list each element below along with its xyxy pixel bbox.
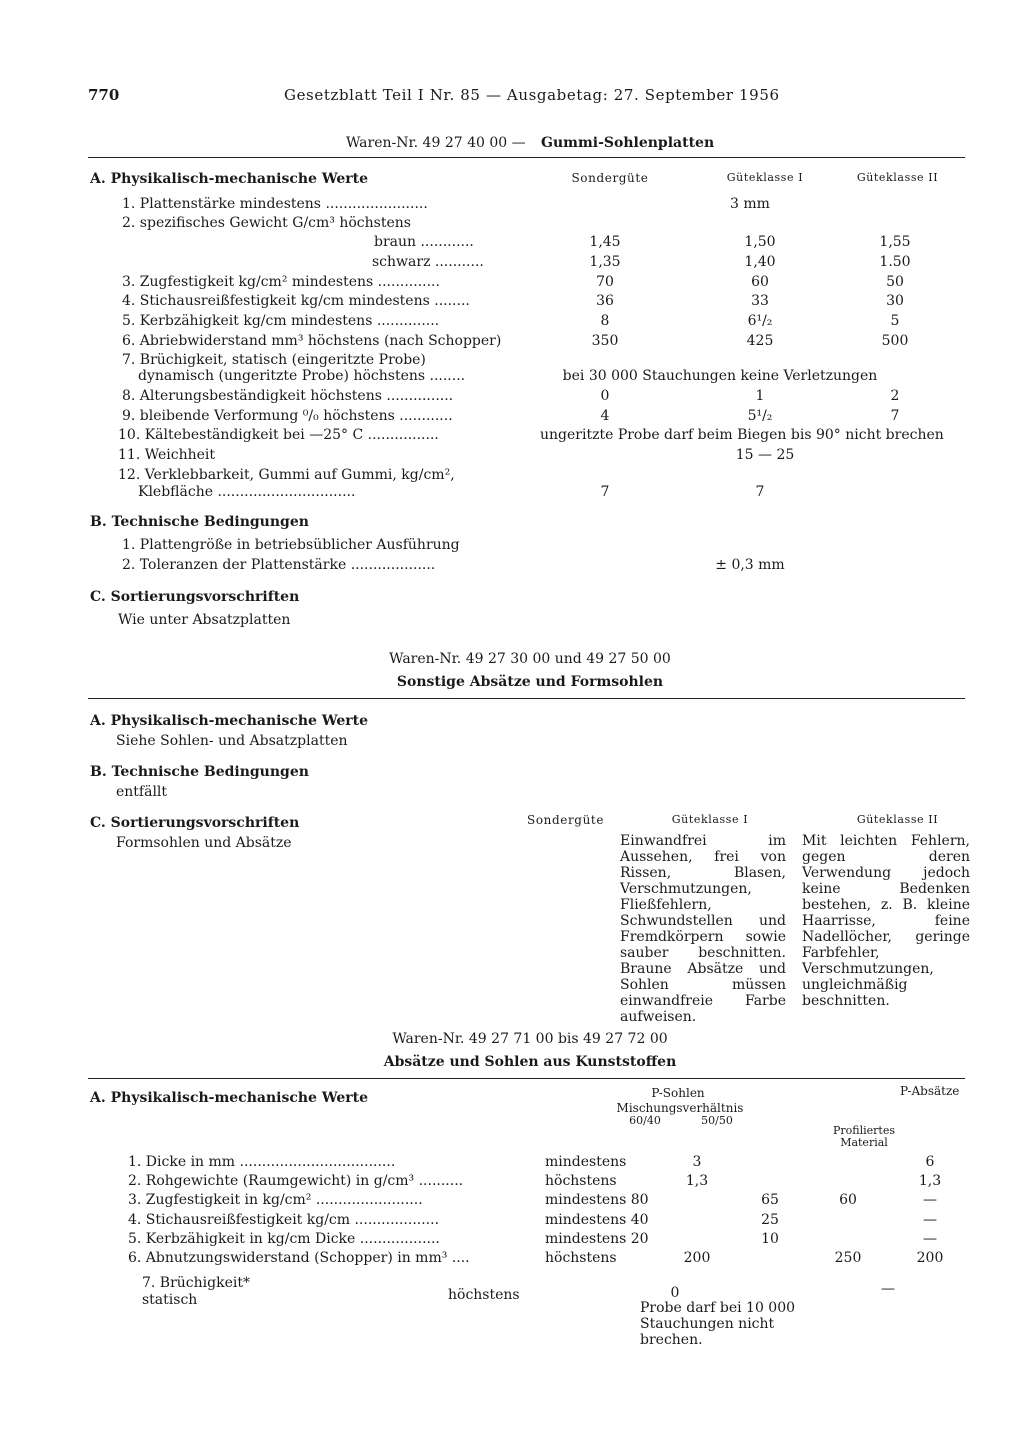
table-row-label: 2. Rohgewichte (Raumgewicht) in g/cm³ .......... xyxy=(128,1173,464,1189)
section3-ratio-5050: 50/50 xyxy=(701,1114,733,1127)
table-row-label: 9. bleibende Verformung ⁰/₀ höchstens ............ xyxy=(122,408,453,424)
table-row-label: 1. Plattenstärke mindestens ....................... xyxy=(122,196,428,212)
section2-b-text: entfällt xyxy=(116,784,168,800)
table-cell: 7 xyxy=(890,408,900,424)
col-header-gk2: Güteklasse II xyxy=(856,171,939,184)
table-cell: 5 xyxy=(890,313,900,329)
table-cell: 60 xyxy=(839,1192,857,1208)
section1-waren-nr: Waren-Nr. 49 27 40 00 — xyxy=(346,135,526,151)
table-row-label: 6. Abnutzungswiderstand (Schopper) in mm³ .... xyxy=(128,1250,470,1266)
table-row-label: 11. Weichheit xyxy=(118,447,215,463)
section3-ratio-6040: 60/40 xyxy=(629,1114,661,1127)
table-cell: 60 xyxy=(751,274,769,290)
table-cell: 6 xyxy=(925,1154,935,1170)
section3-profiliertes: Profiliertes xyxy=(833,1124,895,1137)
section3-row7-value: 0 xyxy=(670,1285,680,1301)
table-cell: 1,3 xyxy=(918,1173,942,1189)
table-cell: 1.50 xyxy=(879,254,911,270)
col-header-sondergute: Sondergüte xyxy=(571,171,649,185)
table-row-qualifier: mindestens 40 xyxy=(545,1212,649,1228)
table-cell: 0 xyxy=(600,388,610,404)
table-row-merged-value: bei 30 000 Stauchungen keine Verletzungen xyxy=(562,368,878,384)
section3-title: Absätze und Sohlen aus Kunststoffen xyxy=(383,1054,677,1070)
table-row-label: 4. Stichausreißfestigkeit kg/cm ................... xyxy=(128,1212,440,1228)
section3-row7-label: 7. Brüchigkeit* xyxy=(142,1275,250,1291)
table-cell: 7 xyxy=(600,484,610,500)
section1-a-heading: A. Physikalisch-mechanische Werte xyxy=(90,171,369,187)
section1-b-item: 2. Toleranzen der Plattenstärke ................... xyxy=(122,557,436,573)
section1-b-item: 1. Plattengröße in betriebsüblicher Ausführung xyxy=(122,537,460,553)
table-cell: 1 xyxy=(755,388,765,404)
table-row-qualifier: mindestens xyxy=(545,1154,627,1170)
table-row-label: 12. Verklebbarkeit, Gummi auf Gummi, kg/cm², xyxy=(118,467,455,483)
table-cell: 1,35 xyxy=(589,254,621,270)
section2-a-text: Siehe Sohlen- und Absatzplatten xyxy=(116,733,348,749)
table-row-merged-value: 3 mm xyxy=(730,196,770,212)
table-cell: 30 xyxy=(886,293,904,309)
section2-col-sondergute: Sondergüte xyxy=(527,813,605,827)
section3-row7-qualifier: höchstens xyxy=(448,1287,520,1303)
section2-gk2-text: Mit leichten Fehlern, gegen deren Verwendung jedoch keine Bedenken bestehen, z. B. kleine Haarrisse, feine Nadellöcher, geringe Farbfehler, Verschmutzungen, ungleichmäßig beschnitten. xyxy=(802,833,970,1009)
section3-waren-nr: Waren-Nr. 49 27 71 00 bis 49 27 72 00 xyxy=(392,1031,668,1047)
section1-c-text: Wie unter Absatzplatten xyxy=(118,612,291,628)
table-cell: 200 xyxy=(683,1250,711,1266)
table-row-label: Klebfläche ............................... xyxy=(138,484,356,500)
table-row-label: 1. Dicke in mm ................................... xyxy=(128,1154,396,1170)
section3-material: Material xyxy=(840,1136,888,1149)
table-cell: 500 xyxy=(881,333,909,349)
table-cell: 4 xyxy=(600,408,610,424)
table-cell: — xyxy=(923,1231,937,1247)
table-row-qualifier: mindestens 20 xyxy=(545,1231,649,1247)
table-cell: 8 xyxy=(600,313,610,329)
table-cell: 33 xyxy=(751,293,769,309)
page-number: 770 xyxy=(88,86,120,104)
table-cell: 65 xyxy=(761,1192,779,1208)
table-row-label: schwarz ........... xyxy=(372,254,484,270)
section2-title: Sonstige Absätze und Formsohlen xyxy=(396,674,664,690)
table-cell: — xyxy=(923,1192,937,1208)
table-cell: 1,50 xyxy=(744,234,776,250)
table-row-label: dynamisch (ungeritzte Probe) höchstens ........ xyxy=(138,368,466,384)
table-row-qualifier: mindestens 80 xyxy=(545,1192,649,1208)
table-row-qualifier: höchstens xyxy=(545,1173,617,1189)
section3-row7-absaetze: — xyxy=(881,1281,895,1297)
table-row-merged-value: ungeritzte Probe darf beim Biegen bis 90° nicht brechen xyxy=(540,427,944,443)
table-row-label: 4. Stichausreißfestigkeit kg/cm mindestens ........ xyxy=(122,293,470,309)
table-row-label: 3. Zugfestigkeit kg/cm² mindestens .............. xyxy=(122,274,440,290)
section2-gk1-text: Einwandfrei im Aussehen, frei von Rissen, Blasen, Verschmutzungen, Fließfehlern, Schwundstellen und Fremdkörpern sowie sauber beschnitten. Braune Absätze und Sohlen müssen einwandfreie Farbe aufweisen. xyxy=(620,833,786,1025)
table-cell: 1,3 xyxy=(685,1173,709,1189)
section2-c-heading: C. Sortierungsvorschriften xyxy=(90,815,300,831)
table-row-label: 2. spezifisches Gewicht G/cm³ höchstens xyxy=(122,215,411,231)
col-header-gk1: Güteklasse I xyxy=(726,171,804,184)
table-cell: 250 xyxy=(834,1250,862,1266)
table-cell: 1,55 xyxy=(879,234,911,250)
table-cell: 425 xyxy=(746,333,774,349)
section2-col-gk2: Güteklasse II xyxy=(856,813,939,826)
table-row-label: 5. Kerbzähigkeit in kg/cm Dicke .................. xyxy=(128,1231,440,1247)
table-cell: 50 xyxy=(886,274,904,290)
table-row-label: braun ............ xyxy=(374,234,474,250)
section1-b-value: ± 0,3 mm xyxy=(715,557,785,573)
table-row-label: 10. Kältebeständigkeit bei —25° C ................ xyxy=(118,427,439,443)
running-title: Gesetzblatt Teil I Nr. 85 — Ausgabetag: 27. September 1956 xyxy=(284,86,780,104)
table-cell: 5¹/₂ xyxy=(747,408,773,424)
table-row-qualifier: höchstens xyxy=(545,1250,617,1266)
table-row-label: 8. Alterungsbeständigkeit höchstens ............... xyxy=(122,388,454,404)
section2-a-heading: A. Physikalisch-mechanische Werte xyxy=(90,713,369,729)
table-cell: 200 xyxy=(916,1250,944,1266)
table-cell: 3 xyxy=(692,1154,702,1170)
table-row-merged-value: 15 — 25 xyxy=(735,447,795,463)
section2-waren-nr: Waren-Nr. 49 27 30 00 und 49 27 50 00 xyxy=(389,651,671,667)
table-cell: 1,40 xyxy=(744,254,776,270)
table-cell: 6¹/₂ xyxy=(747,313,773,329)
table-cell: 2 xyxy=(890,388,900,404)
section3-row7-note: Probe darf bei 10 000 Stauchungen nicht brechen. xyxy=(640,1300,796,1348)
section3-p-sohlen: P-Sohlen xyxy=(651,1086,705,1100)
table-cell: 10 xyxy=(761,1231,779,1247)
section3-row7-sublabel: statisch xyxy=(142,1292,198,1308)
table-cell: 70 xyxy=(596,274,614,290)
table-row-label: 3. Zugfestigkeit in kg/cm² ........................ xyxy=(128,1192,423,1208)
table-cell: 7 xyxy=(755,484,765,500)
section3-a-heading: A. Physikalisch-mechanische Werte xyxy=(90,1090,369,1106)
section2-c-text: Formsohlen und Absätze xyxy=(116,835,292,851)
section1-c-heading: C. Sortierungsvorschriften xyxy=(90,589,300,605)
table-row-label: 5. Kerbzähigkeit kg/cm mindestens .............. xyxy=(122,313,440,329)
section2-col-gk1: Güteklasse I xyxy=(671,813,749,826)
section1-b-heading: B. Technische Bedingungen xyxy=(90,514,309,530)
table-row-label: 6. Abriebwiderstand mm³ höchstens (nach Schopper) xyxy=(122,333,502,349)
table-cell: 25 xyxy=(761,1212,779,1228)
section2-rule xyxy=(88,698,965,699)
table-cell: 36 xyxy=(596,293,614,309)
section3-rule xyxy=(88,1078,965,1079)
table-cell: — xyxy=(923,1212,937,1228)
section3-p-absaetze: P-Absätze xyxy=(900,1084,960,1098)
table-cell: 350 xyxy=(591,333,619,349)
section3-mischung: Mischungsverhältnis xyxy=(616,1101,744,1115)
section2-b-heading: B. Technische Bedingungen xyxy=(90,764,309,780)
section1-rule xyxy=(88,157,965,158)
section1-title: Gummi-Sohlenplatten xyxy=(541,135,715,151)
table-cell: 1,45 xyxy=(589,234,621,250)
table-row-label: 7. Brüchigkeit, statisch (eingeritzte Probe) xyxy=(122,352,426,368)
